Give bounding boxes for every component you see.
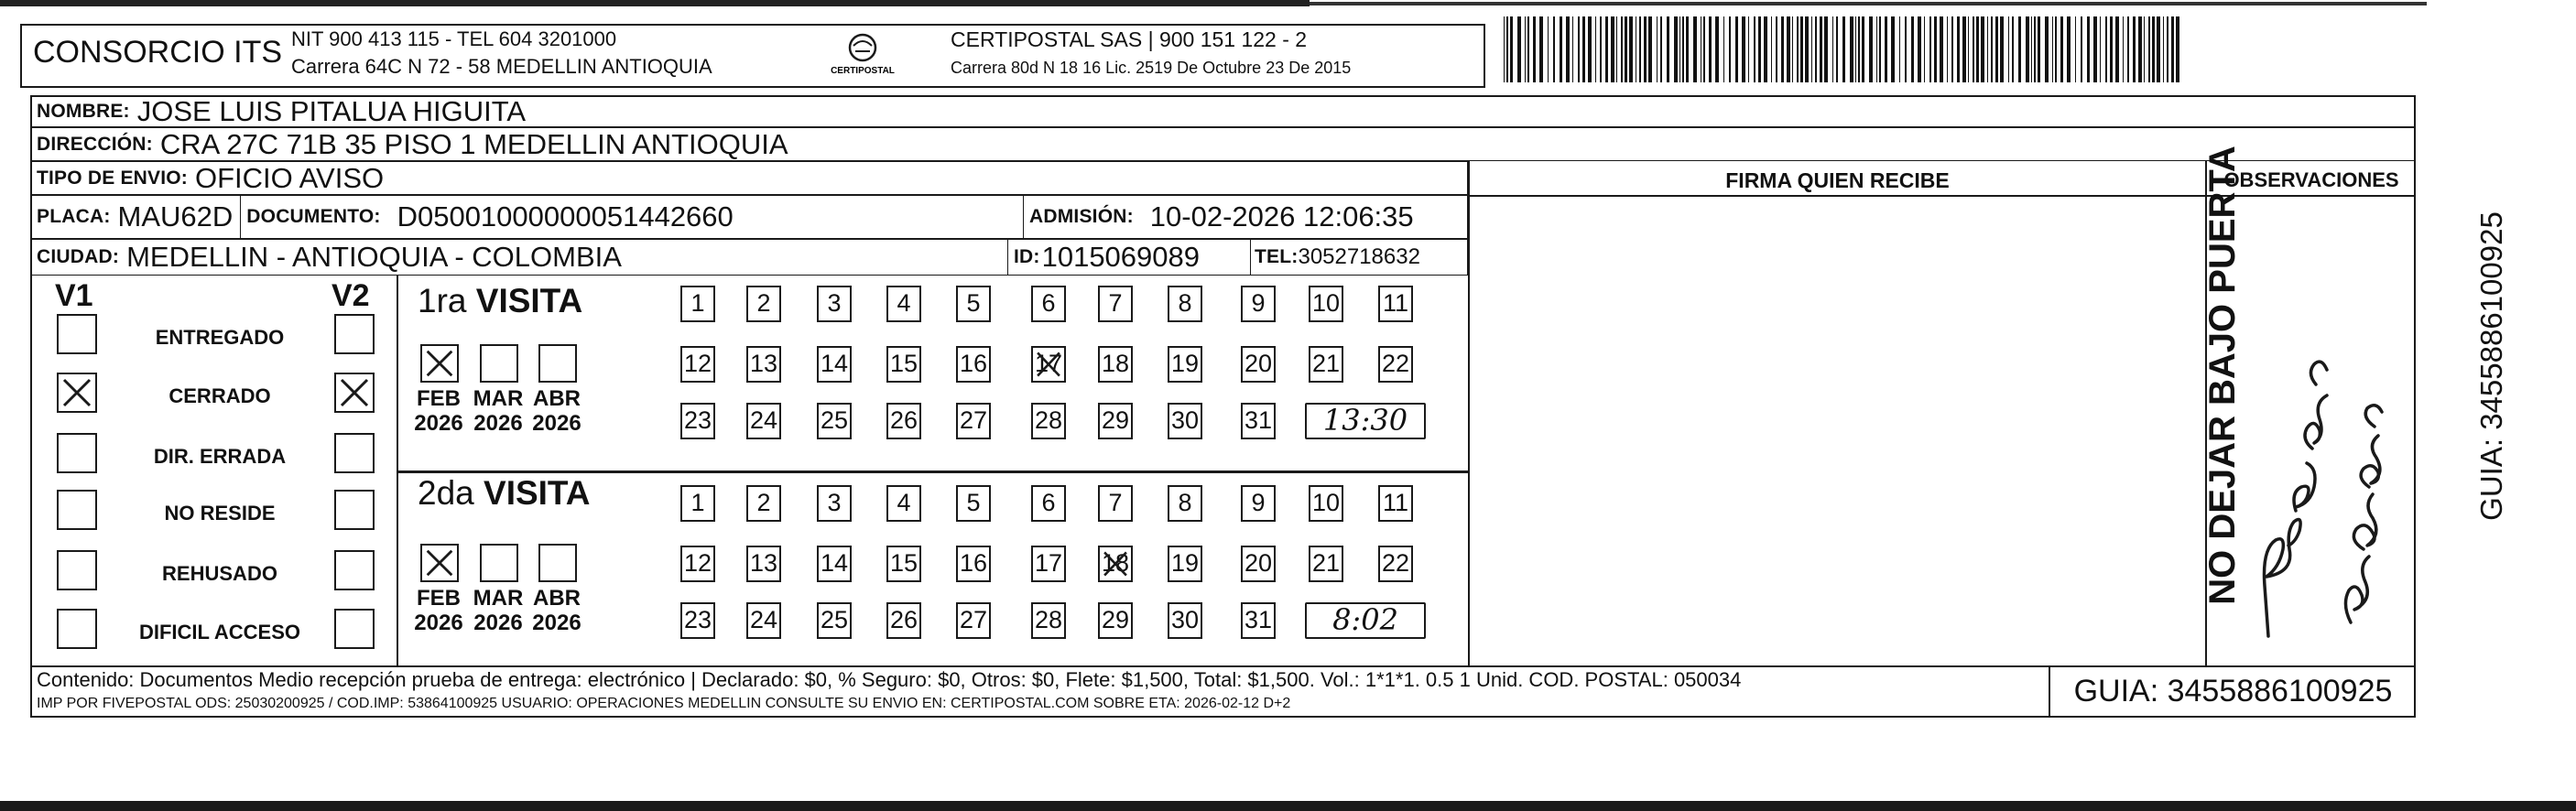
v2-checkbox[interactable] (334, 609, 375, 649)
footer-guia-box (2049, 665, 2416, 718)
x-mark-icon (1100, 547, 1131, 580)
visit1-day-box[interactable]: 13 (746, 346, 781, 383)
visit2-day-box[interactable]: 10 (1309, 485, 1343, 522)
visit2-title: 2da VISITA (418, 474, 591, 512)
visit1-day-box[interactable]: 26 (886, 403, 921, 439)
visit2-day-box[interactable]: 25 (817, 602, 852, 639)
visit2-month-label: FEB 2026 (414, 586, 463, 635)
visit1-month-label: ABR 2026 (532, 386, 582, 436)
top-scan-edge-right (1310, 2, 2427, 5)
visit2-day-box[interactable]: 8 (1168, 485, 1202, 522)
visit1-month-checkbox[interactable] (420, 344, 459, 383)
visit1-day-box[interactable]: 12 (680, 346, 715, 383)
row-tipo: TIPO DE ENVIO: OFICIO AVISO (30, 161, 1468, 195)
visit1-day-box[interactable]: 3 (817, 286, 852, 322)
visit-divider (397, 470, 1468, 473)
tipo-value: OFICIO AVISO (195, 161, 385, 194)
v2-checkbox[interactable] (334, 550, 375, 590)
v1-checkbox[interactable] (57, 373, 97, 413)
visit1-day-box[interactable]: 9 (1241, 286, 1276, 322)
visit1-month-checkbox[interactable] (480, 344, 518, 383)
visit1-day-box[interactable]: 10 (1309, 286, 1343, 322)
admision-value: 10-02-2026 12:06:35 (1149, 200, 1414, 232)
visit2-day-box[interactable]: 26 (886, 602, 921, 639)
ciudad-value: MEDELLIN - ANTIOQUIA - COLOMBIA (126, 241, 622, 273)
visit2-month-checkbox[interactable] (538, 544, 577, 582)
visit2-day-box[interactable]: 28 (1031, 602, 1066, 639)
visit2-time-box[interactable]: 8:02 (1305, 602, 1426, 639)
visit2-day-box[interactable]: 15 (886, 546, 921, 582)
visit2-day-box[interactable]: 29 (1098, 602, 1133, 639)
visit1-day-box[interactable]: 22 (1378, 346, 1413, 383)
company-address: Carrera 64C N 72 - 58 MEDELLIN ANTIOQUIA (291, 55, 712, 78)
company-name: CONSORCIO ITS (33, 35, 283, 70)
visit2-day-box[interactable]: 2 (746, 485, 781, 522)
visit1-day-box[interactable]: 7 (1098, 286, 1133, 322)
visit1-day-box[interactable]: 17 (1031, 346, 1066, 383)
visit1-day-box[interactable]: 24 (746, 403, 781, 439)
visit1-day-box[interactable]: 15 (886, 346, 921, 383)
visit1-day-box[interactable]: 21 (1309, 346, 1343, 383)
visit2-day-box[interactable]: 21 (1309, 546, 1343, 582)
visit2-day-box[interactable]: 23 (680, 602, 715, 639)
visit2-day-box[interactable]: 1 (680, 485, 715, 522)
barcode (1504, 16, 2186, 82)
visit2-day-box[interactable]: 6 (1031, 485, 1066, 522)
visit1-day-box[interactable]: 29 (1098, 403, 1133, 439)
x-mark-icon (336, 374, 373, 411)
v2-checkbox[interactable] (334, 373, 375, 413)
status-label: DIR. ERRADA (153, 445, 287, 468)
visit1-day-box[interactable]: 5 (956, 286, 991, 322)
visit2-day-box[interactable]: 13 (746, 546, 781, 582)
certipostal-logo (826, 29, 899, 82)
visit1-day-box[interactable]: 25 (817, 403, 852, 439)
tel-cell: TEL: 3052718632 (1250, 239, 1469, 276)
row-placa: PLACA: MAU62D DOCUMENTO: D05001000000051442660 (30, 195, 1468, 239)
row-direccion: DIRECCIÓN: CRA 27C 71B 35 PISO 1 MEDELLIN ANTIOQUIA (30, 127, 2416, 161)
v2-label: V2 (332, 278, 370, 313)
visit2-day-box[interactable]: 3 (817, 485, 852, 522)
visit2-day-box[interactable]: 24 (746, 602, 781, 639)
nombre-value: JOSE LUIS PITALUA HIGUITA (136, 95, 527, 127)
visit1-day-box[interactable]: 8 (1168, 286, 1202, 322)
carrier-license: Carrera 80d N 18 16 Lic. 2519 De Octubre 23 De 2015 (951, 59, 1352, 77)
visit2-day-box[interactable]: 22 (1378, 546, 1413, 582)
id-value: 1015069089 (1041, 241, 1201, 273)
visit1-day-box[interactable]: 16 (956, 346, 991, 383)
visit1-day-box[interactable]: 6 (1031, 286, 1066, 322)
company-nit: NIT 900 413 115 - TEL 604 3201000 (291, 27, 617, 50)
id-cell: ID: 1015069089 (1007, 239, 1251, 276)
visit2-month-checkbox[interactable] (420, 544, 459, 582)
visit2-day-box[interactable]: 14 (817, 546, 852, 582)
visit1-day-box[interactable]: 1 (680, 286, 715, 322)
v1-checkbox[interactable] (57, 490, 97, 530)
v1-checkbox[interactable] (57, 609, 97, 649)
top-scan-edge (0, 0, 1310, 6)
bottom-scan-edge (0, 801, 2576, 811)
visit2-month-checkbox[interactable] (480, 544, 518, 582)
status-label: ENTREGADO (155, 326, 285, 349)
visit2-day-box[interactable]: 4 (886, 485, 921, 522)
svg-text:CERTIPOSTAL: CERTIPOSTAL (831, 66, 895, 76)
visit1-month-label: MAR 2026 (473, 386, 524, 436)
visit2-day-box[interactable]: 12 (680, 546, 715, 582)
status-label: REHUSADO (162, 562, 277, 585)
visit1-day-box[interactable]: 14 (817, 346, 852, 383)
tel-value: 3052718632 (1298, 244, 1420, 269)
row-nombre: NOMBRE: JOSE LUIS PITALUA HIGUITA (30, 95, 2416, 127)
x-mark-icon (422, 346, 457, 381)
v2-checkbox[interactable] (334, 433, 375, 473)
visit1-day-box[interactable]: 20 (1241, 346, 1276, 383)
visit2-day-box[interactable]: 16 (956, 546, 991, 582)
visit1-day-box[interactable]: 19 (1168, 346, 1202, 383)
x-mark-icon (59, 374, 95, 411)
visit2-day-box[interactable]: 7 (1098, 485, 1133, 522)
v2-checkbox[interactable] (334, 314, 375, 354)
visit1-day-box[interactable]: 11 (1378, 286, 1413, 322)
v1-checkbox[interactable] (57, 314, 97, 354)
visit2-day-box[interactable]: 30 (1168, 602, 1202, 639)
row-ciudad: CIUDAD: MEDELLIN - ANTIOQUIA - COLOMBIA (30, 239, 1468, 276)
visit2-day-box[interactable]: 5 (956, 485, 991, 522)
v2-checkbox[interactable] (334, 490, 375, 530)
visit1-day-box[interactable]: 18 (1098, 346, 1133, 383)
side-guia: GUIA: 3455886100925 (2474, 211, 2508, 521)
firma-header-underline (1468, 195, 2416, 197)
footer-guia: GUIA: 3455886100925 (2073, 674, 2393, 708)
visit2-day-box[interactable]: 31 (1241, 602, 1276, 639)
visit1-month-checkbox[interactable] (538, 344, 577, 383)
v1-checkbox[interactable] (57, 433, 97, 473)
visit1-title: 1ra VISITA (418, 282, 583, 319)
visit1-day-box[interactable]: 31 (1241, 403, 1276, 439)
visit1-day-box[interactable]: 23 (680, 403, 715, 439)
visit2-day-box[interactable]: 20 (1241, 546, 1276, 582)
visit2-day-box[interactable]: 27 (956, 602, 991, 639)
visit1-month-label: FEB 2026 (414, 386, 463, 436)
visit1-day-box[interactable]: 4 (886, 286, 921, 322)
visit1-day-box[interactable]: 27 (956, 403, 991, 439)
visit2-month-label: ABR 2026 (532, 586, 582, 635)
visit2-day-box[interactable]: 9 (1241, 485, 1276, 522)
visit1-day-box[interactable]: 2 (746, 286, 781, 322)
visit2-month-label: MAR 2026 (473, 586, 524, 635)
visit2-day-box[interactable]: 18 (1098, 546, 1133, 582)
carrier-name: CERTIPOSTAL SAS | 900 151 122 - 2 (951, 27, 1308, 51)
firma-left-border (1468, 161, 1470, 666)
admision-cell: ADMISIÓN: 10-02-2026 12:06:35 (1023, 195, 1469, 239)
placa-value: MAU62D (117, 200, 234, 232)
visit1-day-box[interactable]: 28 (1031, 403, 1066, 439)
footer-imp: IMP POR FIVEPOSTAL ODS: 25030200925 / COD.IMP: 53864100925 USUARIO: OPERACIONES MEDELLIN CONSULTE SU ENVIO EN: CERTIPOSTAL.COM SOBRE ETA: 2026-02-12 D+2 (37, 696, 1291, 711)
status-label: DIFICIL ACCESO (138, 621, 300, 643)
side-no-dejar: NO DEJAR BAJO PUERTA (2202, 146, 2243, 605)
v1-checkbox[interactable] (57, 550, 97, 590)
visit1-day-box[interactable]: 30 (1168, 403, 1202, 439)
direccion-value: CRA 27C 71B 35 PISO 1 MEDELLIN ANTIOQUIA (159, 127, 788, 160)
v1-label: V1 (55, 278, 93, 313)
documento-value: D05001000000051442660 (397, 200, 734, 232)
visit2-day-box[interactable]: 11 (1378, 485, 1413, 522)
status-label: NO RESIDE (164, 502, 276, 524)
visit1-time-box[interactable]: 13:30 (1305, 403, 1426, 439)
status-label: CERRADO (168, 384, 271, 407)
observaciones-header: OBSERVACIONES (2223, 168, 2399, 191)
visit2-day-box[interactable]: 19 (1168, 546, 1202, 582)
x-mark-icon (422, 546, 457, 580)
footer-contenido: Contenido: Documentos Medio recepción prueba de entrega: electrónico | Declarado: $0, % Seguro: $0, Otros: $0, Flete: $1,500, Total: $1,500. Vol.: 1*1*1. 0.5 1 Unid. COD. POSTAL: 050034 (37, 668, 1742, 691)
firma-header: FIRMA QUIEN RECIBE (1725, 168, 1950, 192)
visit2-day-box[interactable]: 17 (1031, 546, 1066, 582)
x-mark-icon (1033, 348, 1064, 381)
